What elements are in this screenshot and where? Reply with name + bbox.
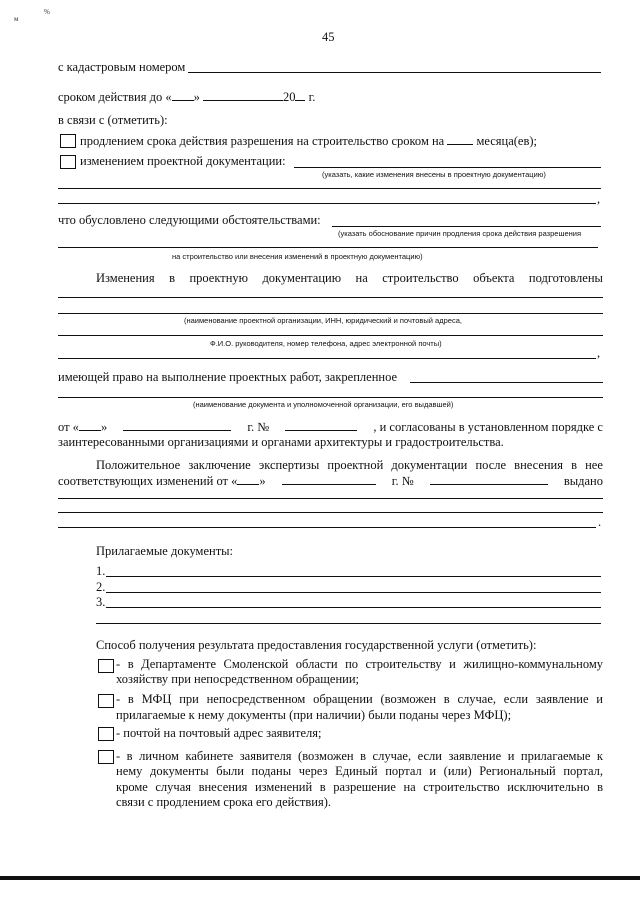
expertise-day-field[interactable] <box>237 473 259 485</box>
attachment-number: 3. <box>96 595 106 609</box>
period: . <box>598 515 602 529</box>
receive-cabinet-line-4: связи с продлением срока его действия). <box>116 795 331 809</box>
hint-circumstances-2: на строительство или внесения изменений в проектную документацию) <box>172 252 423 261</box>
attachment-number: 2. <box>96 580 106 594</box>
word: в <box>571 458 577 472</box>
hint-head: Ф.И.О. руководителя, номер телефона, адрес электронной почты) <box>210 339 442 348</box>
receive-mfc-line-1: - в МФЦ при непосредственном обращении (возможен в случае, если заявление и <box>116 692 603 706</box>
hint-document: (наименование документа и уполномоченной организации, его выдавшей) <box>193 400 454 409</box>
has-right-label: имеющей право на выполнение проектных работ, закрепленное <box>58 370 398 384</box>
hint-organization: (наименование проектной организации, ИНН, юридический и почтовый адреса, <box>184 316 462 325</box>
circumstances-field-2[interactable] <box>58 247 598 248</box>
organization-field-4[interactable] <box>58 358 596 359</box>
expertise-field-2[interactable] <box>58 512 603 513</box>
word: после <box>475 458 507 472</box>
word: документацию <box>262 271 342 285</box>
word: строительство <box>382 271 459 285</box>
attachment-number: 1. <box>96 564 106 578</box>
agreed-quote: » <box>100 420 108 434</box>
agreed-from-label: от « <box>58 420 79 434</box>
receive-cabinet-line-1: - в личном кабинете заявителя (возможен в случае, если заявление и прилагаемые к <box>116 749 603 763</box>
validity-month-field[interactable] <box>203 89 283 101</box>
scan-mark: % <box>44 8 50 16</box>
attachment-field-2[interactable] <box>106 592 601 593</box>
word: в <box>169 271 175 285</box>
comma: , <box>597 346 601 360</box>
agreed-month-field[interactable] <box>123 419 231 431</box>
attachment-field-3[interactable] <box>106 607 601 608</box>
has-right-field-2[interactable] <box>58 397 603 398</box>
validity-prefix: сроком действия до « <box>58 90 172 104</box>
word: Положительное <box>96 458 181 472</box>
validity-day-field[interactable] <box>172 89 194 101</box>
extension-checkbox[interactable] <box>60 134 76 148</box>
project-change-checkbox[interactable] <box>60 155 76 169</box>
option-extension <box>80 133 537 149</box>
word: заключение <box>188 458 251 472</box>
agreed-number-field[interactable] <box>285 419 357 431</box>
reason-intro: в связи с (отметить): <box>58 113 168 127</box>
expertise-line-2 <box>58 473 603 489</box>
hint-circumstances-1: (указать обоснование причин продления срока действия разрешения <box>338 229 582 238</box>
comma: , <box>597 192 601 206</box>
organization-field-2[interactable] <box>58 313 603 314</box>
option-extension-unit: месяца(ев); <box>476 134 538 148</box>
expertise-number-label: г. № <box>391 474 414 488</box>
project-change-field-3[interactable] <box>58 203 596 204</box>
validity-suffix: г. <box>308 90 316 104</box>
expertise-number-field[interactable] <box>430 473 548 485</box>
validity-quote: » <box>193 90 200 104</box>
receive-department-line-2: хозяйству при непосредственном обращении; <box>116 672 359 686</box>
agreed-rest: , и согласованы в установленном порядке с <box>373 420 603 434</box>
attachment-field-1[interactable] <box>106 576 601 577</box>
expertise-month-field[interactable] <box>282 473 376 485</box>
agreed-line <box>58 419 603 435</box>
expertise-issued: выдано <box>563 474 603 488</box>
word: на <box>355 271 368 285</box>
cadastral-label: с кадастровым номером <box>58 60 186 74</box>
word: нее <box>585 458 603 472</box>
word: Изменения <box>96 271 155 285</box>
hint-project-change: (указать, какие изменения внесены в проектную документацию) <box>322 170 546 179</box>
option-project-change: изменением проектной документации: <box>80 154 286 168</box>
receive-cabinet-checkbox[interactable] <box>98 750 114 764</box>
receive-cabinet-line-2: нему документы были поданы через Единый портал и (или) Региональный портал, <box>116 764 603 778</box>
option-extension-label: продлением срока действия разрешения на строительство сроком на <box>80 134 445 148</box>
expertise-field-3[interactable] <box>58 527 596 528</box>
receive-mfc-line-2: прилагаемые к нему документы (при наличии) были поданы через МФЦ); <box>116 708 512 722</box>
project-change-field-2[interactable] <box>58 188 601 189</box>
circumstances-field[interactable] <box>332 226 601 227</box>
scan-mark: м <box>14 15 19 23</box>
word: проектную <box>189 271 248 285</box>
receive-title: Способ получения результата предоставления государственной услуги (отметить): <box>96 638 537 652</box>
receive-department-line-1: - в Департаменте Смоленской области по строительству и жилищно-коммунальному <box>116 657 603 671</box>
expertise-quote: » <box>259 474 266 488</box>
word: экспертизы <box>258 458 320 472</box>
receive-department-checkbox[interactable] <box>98 659 114 673</box>
attachments-title: Прилагаемые документы: <box>96 544 234 558</box>
validity-year-field[interactable] <box>295 89 305 101</box>
expertise-line-1 <box>96 458 603 473</box>
project-change-field[interactable] <box>294 167 601 168</box>
receive-cabinet-line-3: кроме случая внесения изменений в разрешение на строительство исключительно в <box>116 780 603 794</box>
circumstances-label: что обусловлено следующими обстоятельствами: <box>58 213 321 227</box>
changes-prepared-line <box>96 271 603 286</box>
validity-line <box>58 89 315 105</box>
agreed-day-field[interactable] <box>79 419 101 431</box>
attachment-field-4[interactable] <box>96 623 601 624</box>
validity-year-prefix: 20 <box>282 90 296 104</box>
agreed-line-2: заинтересованными организациями и органами архитектуры и градостроительства. <box>58 435 504 449</box>
expertise-from-label: соответствующих изменений от « <box>58 474 238 488</box>
word: объекта <box>473 271 515 285</box>
receive-mail-line: - почтой на почтовый адрес заявителя; <box>116 726 322 740</box>
extension-months-field[interactable] <box>447 133 473 145</box>
expertise-field-1[interactable] <box>58 498 603 499</box>
organization-field-1[interactable] <box>58 297 603 298</box>
word: документации <box>391 458 468 472</box>
word: внесения <box>514 458 563 472</box>
word: подготовлены <box>528 271 603 285</box>
scan-edge-bar <box>0 876 640 880</box>
agreed-from <box>58 419 107 435</box>
receive-mail-checkbox[interactable] <box>98 727 114 741</box>
word: проектной <box>327 458 384 472</box>
expertise-date <box>58 473 266 489</box>
has-right-field[interactable] <box>410 382 603 383</box>
receive-mfc-checkbox[interactable] <box>98 694 114 708</box>
page-number: 45 <box>322 30 335 44</box>
cadastral-field[interactable] <box>188 72 601 73</box>
agreed-year-label: г. № <box>247 420 270 434</box>
organization-field-3[interactable] <box>58 335 603 336</box>
